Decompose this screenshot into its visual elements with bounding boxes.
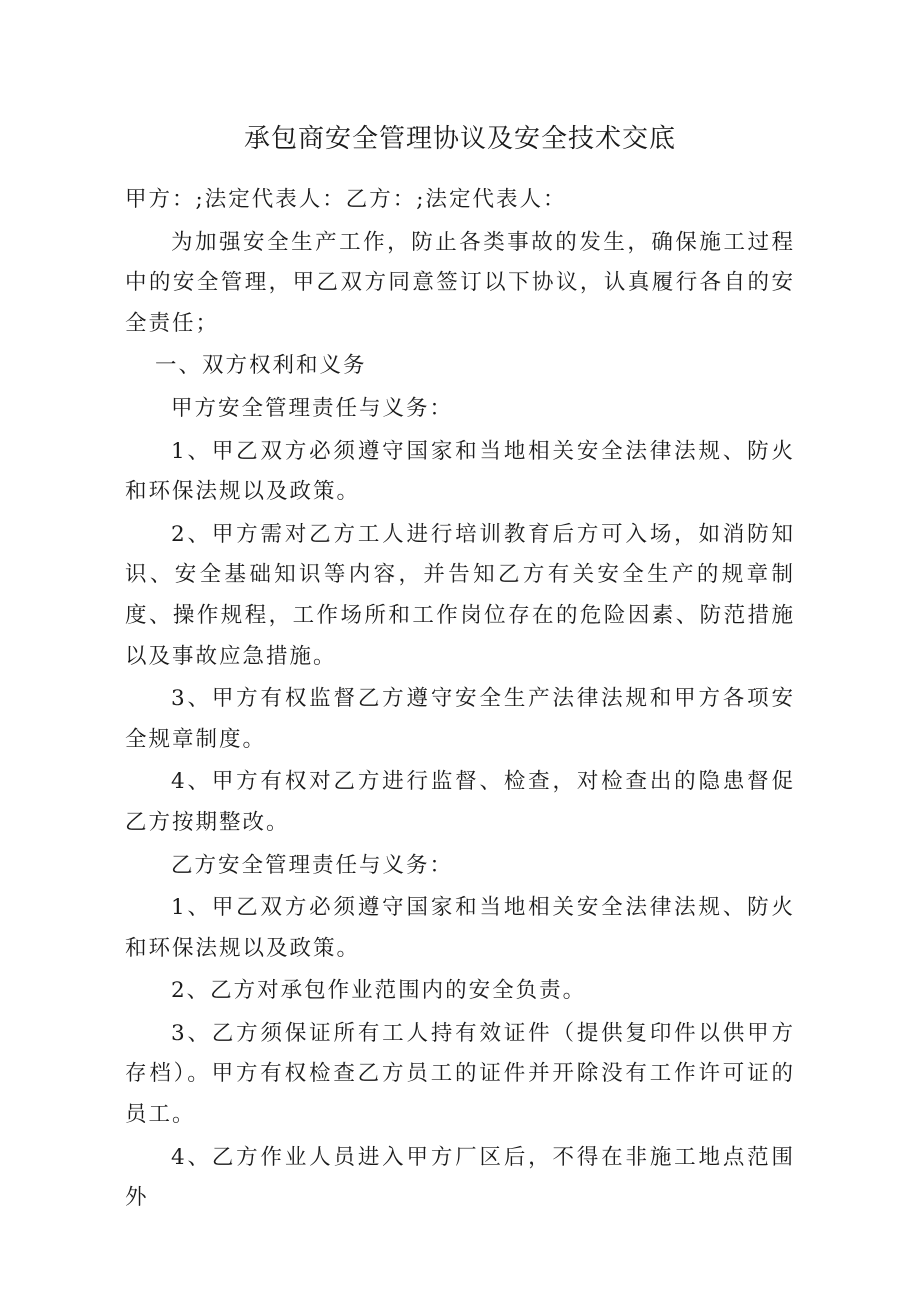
party-a-clause-1: 1、甲乙双方必须遵守国家和当地相关安全法律法规、防火和环保法规以及政策。 — [125, 438, 795, 505]
party-a-clause-4: 4、甲方有权对乙方进行监督、检查，对检查出的隐患督促乙方按期整改。 — [125, 769, 795, 835]
section-heading: 一、双方权利和义务 — [155, 353, 367, 379]
document-title: 承包商安全管理协议及安全技术交底 — [243, 124, 676, 154]
party-a-clause-2: 2、甲方需对乙方工人进行培训教育后方可入场，如消防知识、安全基础知识等内容，并告知乙方有关安全生产的规章制度、操作规程，工作场所和工作岗位存在的危险因素、防范措施以及事故应急措施。 — [125, 521, 795, 669]
party-a-heading: 甲方安全管理责任与义务： — [171, 395, 454, 421]
party-b-clause-3: 3、乙方须保证所有工人持有效证件（提供复印件以供甲方存档）。甲方有权检查乙方员工的证件并开除没有工作许可证的员工。 — [125, 1020, 795, 1128]
intro-paragraph: 为加强安全生产工作，防止各类事故的发生，确保施工过程中的安全管理，甲乙双方同意签订以下协议，认真履行各自的安全责任； — [125, 229, 795, 336]
party-b-clause-2: 2、乙方对承包作业范围内的安全负责。 — [171, 978, 587, 1004]
party-a-clause-3: 3、甲方有权监督乙方遵守安全生产法律法规和甲方各项安全规章制度。 — [125, 686, 795, 752]
parties-line: 甲方：;法定代表人：乙方：;法定代表人： — [125, 187, 567, 212]
party-b-clause-4: 4、乙方作业人员进入甲方厂区后，不得在非施工地点范围外 — [125, 1144, 795, 1211]
party-b-clause-1: 1、甲乙双方必须遵守国家和当地相关安全法律法规、防火和环保法规以及政策。 — [125, 895, 795, 961]
document-body — [125, 180, 795, 1221]
party-b-heading: 乙方安全管理责任与义务： — [171, 852, 454, 878]
